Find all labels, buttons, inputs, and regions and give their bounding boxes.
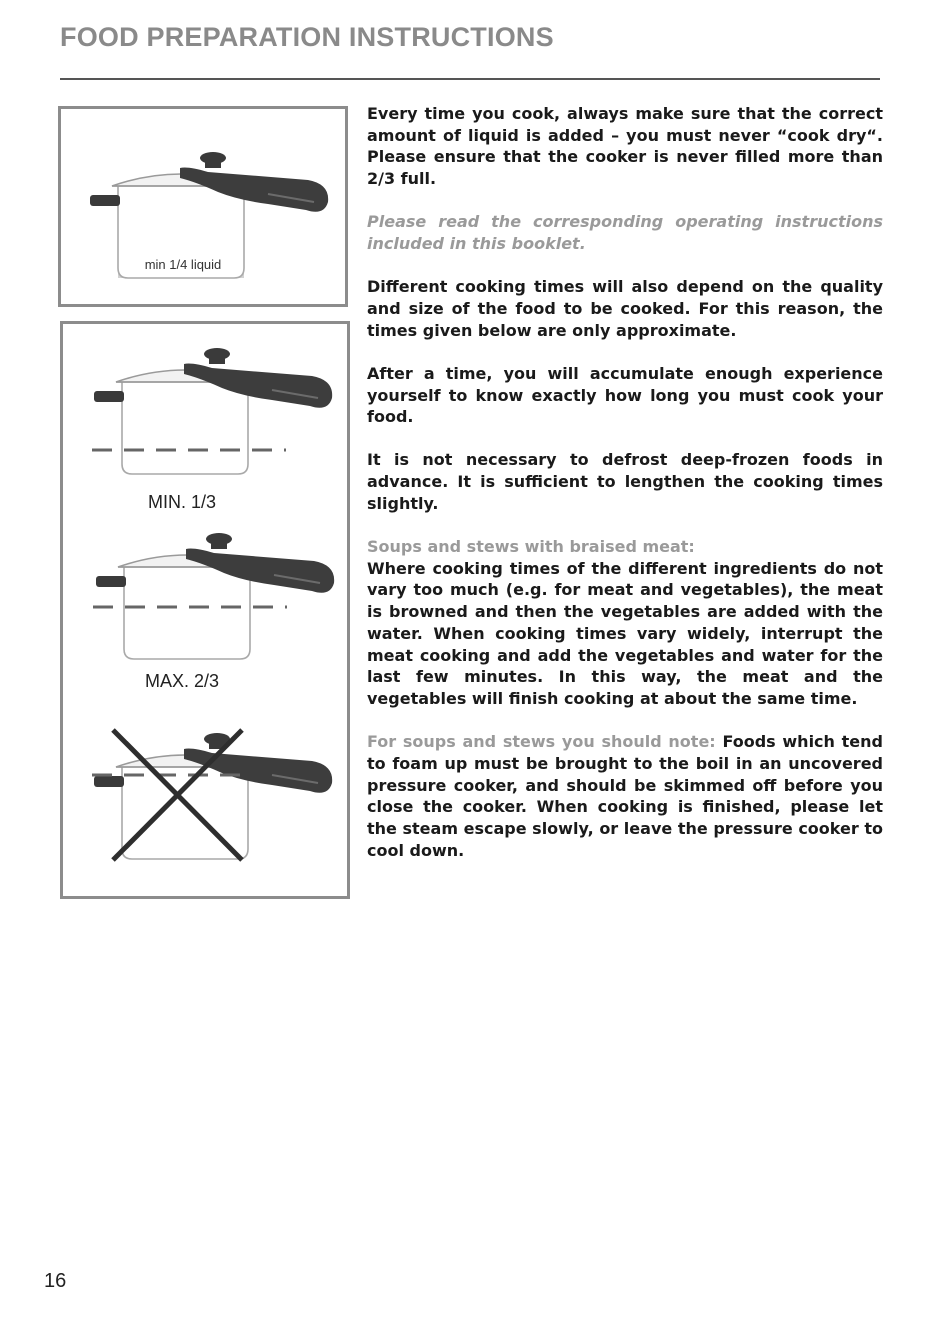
paragraph-experience: After a time, you will accumulate enough experience yourself to know exactly how long you must cook your food.: [367, 363, 883, 427]
soups-heading: Soups and stews with braised meat:: [367, 537, 695, 557]
page-number: 16: [44, 1270, 67, 1292]
section-note: [367, 731, 883, 861]
instructions-text: [367, 103, 883, 883]
paragraph-liquid: Every time you cook, always make sure that the correct amount of liquid is added – you must never “cook dry“. Please ensure that the cooker is never filled more than 2/3 full.: [367, 104, 883, 189]
max-caption: MAX. 2/3: [145, 671, 220, 691]
paragraph-cooking-times: Different cooking times will also depend on the quality and size of the food to be cooked. For this reason, the times given below are only approximate.: [367, 277, 883, 340]
min-liquid-label: min 1/4 liquid: [144, 257, 222, 272]
min-caption: MIN. 1/3: [148, 492, 217, 512]
page-title: FOOD PREPARATION INSTRUCTIONS: [60, 22, 554, 52]
section-soups: [367, 536, 883, 710]
note-text: Foods which tend to foam up must be brought to the boil in an uncovered pressure cooker, and should be skimmed off before you close the cooker. When cooking is finished, please let the steam escape slowly, or leave the pressure cooker to cool down.: [367, 732, 884, 860]
paragraph-frozen-foods: It is not necessary to defrost deep-frozen foods in advance. It is sufficient to lengthen the cooking times slightly.: [367, 450, 883, 513]
fill-level-figure: [60, 321, 350, 899]
note-lead: For soups and stews you should note:: [367, 732, 716, 752]
soups-text: Where cooking times of the different ingredients do not vary too much (e.g. for meat and vegetables), the meat is browned and then the vegetables are added with the water. When cooking times vary widely, interrupt the meat cooking and add the vegetables and water for the last few minutes. In this way, the meat and the vegetables will finish cooking at about the same time.: [367, 558, 883, 708]
paragraph-read-instructions: Please read the corresponding operating instructions included in this booklet.: [367, 212, 883, 254]
